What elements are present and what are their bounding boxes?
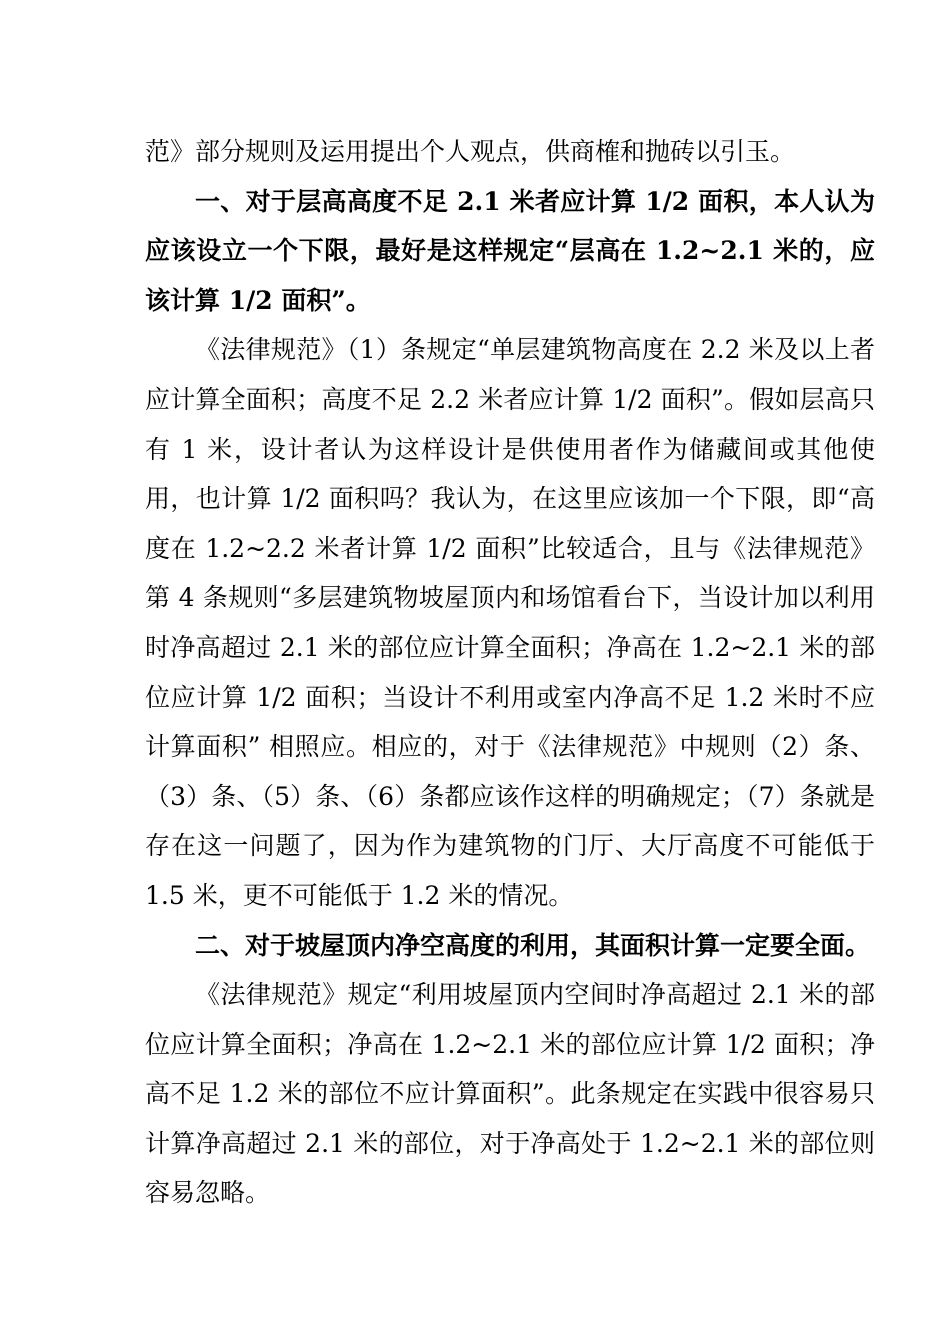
document-body bbox=[145, 127, 875, 1218]
continuation-paragraph: 范》部分规则及运用提出个人观点，供商榷和抛砖以引玉。 bbox=[145, 137, 796, 166]
body-paragraph-1: 《法律规范》（1）条规定“单层建筑物高度在 2.2 米及以上者应计算全面积；高度不足 2.2 米者应计算 1/2 面积”。假如层高只有 1 米，设计者认为这样设计是供使用者作为储藏间或其他使用，也计算 1/2 面积吗？我认为，在这里应该加一个下限，即“高度在 1.2~2.2 米者计算 1/2 面积”比较适合，且与《法律规范》第 4 条规则“多层建筑物坡屋顶内和场馆看台下，当设计加以利用时净高超过 2.1 米的部位应计算全面积；净高在 1.2~2.1 米的部位应计算 1/2 面积；当设计不利用或室内净高不足 1.2 米时不应计算面积” 相照应。相应的，对于《法律规范》中规则（2）条、（3）条、（5）条、（6）条都应该作这样的明确规定；（7）条就是存在这一问题了，因为作为建筑物的门厅、大厅高度不可能低于 1.5 米，更不可能低于 1.2 米的情况。 bbox=[145, 335, 875, 910]
section-heading-1: 一、对于层高高度不足 2.1 米者应计算 1/2 面积，本人认为应该设立一个下限，最好是这样规定“层高在 1.2~2.1 米的，应该计算 1/2 面积”。 bbox=[145, 186, 875, 315]
section-heading-2: 二、对于坡屋顶内净空高度的利用，其面积计算一定要全面。 bbox=[195, 930, 871, 960]
body-paragraph-2: 《法律规范》规定“利用坡屋顶内空间时净高超过 2.1 米的部位应计算全面积；净高在 1.2~2.1 米的部位应计算 1/2 面积；净高不足 1.2 米的部位不应计算面积”。此条规定在实践中很容易只计算净高超过 2.1 米的部位，对于净高处于 1.2~2.1 米的部位则容易忽略。 bbox=[145, 980, 875, 1208]
